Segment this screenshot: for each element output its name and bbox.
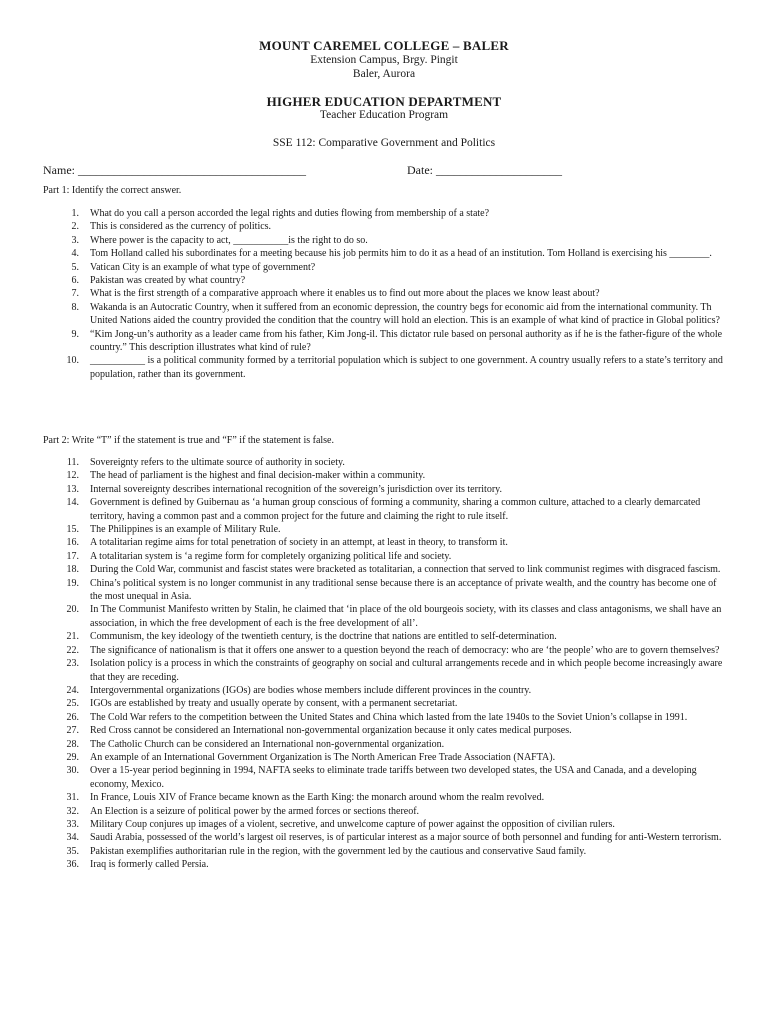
question-text: During the Cold War, communist and fascist states were bracketed as totalitarian, a connection that served to link communist regimes with disgraced fascism. [90,564,721,576]
question-number: 19. [66,577,79,589]
question-item [43,711,728,724]
question-item [43,287,728,300]
question-item [43,738,728,751]
question-item [43,354,728,381]
question-text: An Election is a seizure of political power by the armed forces or sections thereof. [90,805,420,817]
question-item [43,644,728,657]
question-item [43,234,728,247]
question-text: Over a 15-year period beginning in 1994, NAFTA seeks to eliminate trade tariffs between two developed states, the USA and Canada, and a developing economy, Mexico. [90,765,697,790]
question-item [43,523,728,536]
question-number: 35. [66,845,79,857]
question-number: 26. [66,711,79,723]
question-number: 24. [66,684,79,696]
question-number: 4. [71,248,79,260]
question-text: What is the first strength of a comparative approach where it enables us to find out more about the places we know least about? [90,288,600,300]
question-text: ___________ is a political community formed by a territorial population which is subject to one government. A country usually refers to a state’s territory and population, rather than its government. [90,355,723,380]
question-text: An example of an International Government Organization is The North American Free Trade Association (NAFTA). [90,751,556,763]
question-text: The Cold War refers to the competition between the United States and China which lasted from the late 1940s to the Soviet Union’s collapse in 1991. [90,711,688,723]
question-item [43,858,728,871]
part2-question-list [43,456,728,872]
question-number: 30. [66,765,79,777]
question-text: What do you call a person accorded the legal rights and duties flowing from membership of a state? [90,208,490,219]
question-text: Vatican City is an example of what type of government? [90,261,316,273]
question-number: 28. [66,738,79,750]
question-number: 11. [66,457,79,468]
question-text: A totalitarian regime aims for total penetration of society in an attempt, at least in theory, to transform it. [90,537,508,549]
question-number: 12. [66,470,79,482]
question-item [43,563,728,576]
question-number: 32. [66,805,79,817]
question-item [43,764,728,791]
question-number: 25. [66,698,79,710]
program-line: Teacher Education Program [319,109,449,121]
question-item [43,261,728,274]
question-item [43,536,728,549]
question-number: 8. [71,301,79,313]
question-number: 6. [71,275,79,287]
question-text: A totalitarian system is ‘a regime form for completely organizing political life and society. [90,550,452,562]
question-item [43,724,728,737]
question-item [43,657,728,684]
question-number: 16. [66,537,79,549]
question-number: 5. [71,261,79,273]
question-text: Red Cross cannot be considered an International non-governmental organization because it only cates medical purposes. [90,725,572,737]
question-number: 22. [66,644,79,656]
location-line: Baler, Aurora [352,68,416,80]
question-number: 7. [71,288,79,300]
question-text: This is considered as the currency of politics. [90,221,272,233]
question-text: IGOs are established by treaty and usually operate by consent, with a permanent secretariat. [90,698,458,710]
question-number: 3. [71,234,79,246]
question-item [43,603,728,630]
part1-instruction: Part 1: Identify the correct answer. [43,185,182,196]
question-text: The Catholic Church can be considered an International non-governmental organization. [90,738,445,750]
question-number: 20. [66,604,79,616]
question-text: Pakistan was created by what country? [90,275,246,287]
question-text: Saudi Arabia, possessed of the world’s largest oil reserves, is of particular interest as a major source of both personnel and funding for anti-Western terrorism. [90,832,722,844]
question-text: Tom Holland called his subordinates for a meeting because his job permits him to do it as a head of an institution. Tom Holland is exercising his ________. [90,248,712,260]
question-text: “Kim Jong-un’s authority as a leader came from his father, Kim Jong-il. This dictator rule based on personal authority as if he is the father-figure of the whole country.” This description illustrates what kind of rule? [90,328,723,354]
question-item [43,328,728,355]
question-item [43,751,728,764]
question-number: 29. [66,751,79,763]
question-number: 1. [71,208,79,219]
question-text: The head of parliament is the highest and final decision-maker within a community. [90,470,426,482]
question-number: 14. [66,497,79,509]
question-text: Iraq is formerly called Persia. [90,859,209,871]
question-text: Sovereignty refers to the ultimate source of authority in society. [90,457,345,468]
question-item [43,220,728,233]
question-item [43,469,728,482]
question-item [43,550,728,563]
question-text: The significance of nationalism is that it offers one answer to a question beyond the reach of democracy: who are ‘the people’ who are to govern themselves? [90,644,720,656]
question-number: 15. [66,524,79,536]
question-item [43,684,728,697]
question-text: Government is defined by Guibernau as ‘a human group conscious of forming a community, sharing a common culture, attached to a clearly demarcated territory, having a common past and a common project for the future and claiming the right to rule itself. [90,497,701,522]
question-number: 27. [66,725,79,737]
question-number: 13. [66,483,79,495]
question-number: 33. [66,818,79,830]
question-text: Military Coup conjures up images of a violent, secretive, and unwelcome capture of power against the opposition of civilian rulers. [90,818,615,830]
question-item [43,831,728,844]
campus-line: Extension Campus, Brgy. Pingit [310,54,458,66]
department-title: HIGHER EDUCATION DEPARTMENT [266,94,502,109]
name-field[interactable]: Name: ______________________________________ [43,163,306,177]
question-text: Internal sovereignty describes international recognition of the sovereign’s jurisdiction over its territory. [90,483,503,495]
course-title: SSE 112: Comparative Government and Politics [272,137,496,149]
question-number: 10. [66,355,79,367]
question-item [43,630,728,643]
question-text: Wakanda is an Autocratic Country, when it suffered from an economic depression, the country begs for economic aid from the international community. Th United Nations aided the country provided the condition that the country will hold an election. This is an example of what kind of practice in Global politics? [90,301,720,327]
question-item [43,483,728,496]
part2-instruction: Part 2: Write “T” if the statement is true and “F” if the statement is false. [43,435,334,446]
question-text: Where power is the capacity to act, ___________is the right to do so. [90,234,368,246]
question-number: 23. [66,658,79,670]
question-item [43,697,728,710]
question-text: In France, Louis XIV of France became known as the Earth King: the monarch around whom the realm revolved. [90,792,545,804]
question-item [43,207,728,220]
question-item [43,301,728,328]
part1-question-list [43,207,728,381]
question-item [43,247,728,260]
question-number: 34. [66,832,79,844]
question-number: 21. [66,631,79,643]
question-item [43,818,728,831]
question-text: The Philippines is an example of Military Rule. [90,524,281,536]
question-text: Isolation policy is a process in which the constraints of geography on social and cultural arrangements recede and in which people become increasingly aware that they are receding. [90,658,723,683]
college-name: MOUNT CAREMEL COLLEGE – BALER [259,38,509,53]
question-item [43,845,728,858]
question-item [43,805,728,818]
question-number: 36. [66,859,79,871]
question-number: 2. [71,221,79,233]
question-item [43,496,728,523]
question-item [43,274,728,287]
question-text: In The Communist Manifesto written by Stalin, he claimed that ‘in place of the old bourgeois society, with its classes and class antagonisms, we shall have an association, in which the free development of each is the free development of all’. [90,604,722,629]
question-number: 9. [71,328,79,340]
question-item [43,791,728,804]
question-text: Pakistan exemplifies authoritarian rule in the region, with the government led by the cautious and conservative Saud family. [90,845,587,857]
question-number: 18. [66,564,79,576]
question-item [43,577,728,604]
question-text: Intergovernmental organizations (IGOs) are bodies whose members include different provinces in the country. [90,684,532,696]
question-number: 31. [66,792,79,804]
date-field[interactable]: Date: _____________________ [407,163,562,177]
question-text: Communism, the key ideology of the twentieth century, is the doctrine that nations are entitled to self-determination. [90,631,557,643]
question-number: 17. [66,550,79,562]
question-text: China’s political system is no longer communist in any traditional sense because there is an acceptance of private wealth, and the country has become one of the most unequal in Asia. [90,577,717,603]
question-item [43,456,728,469]
